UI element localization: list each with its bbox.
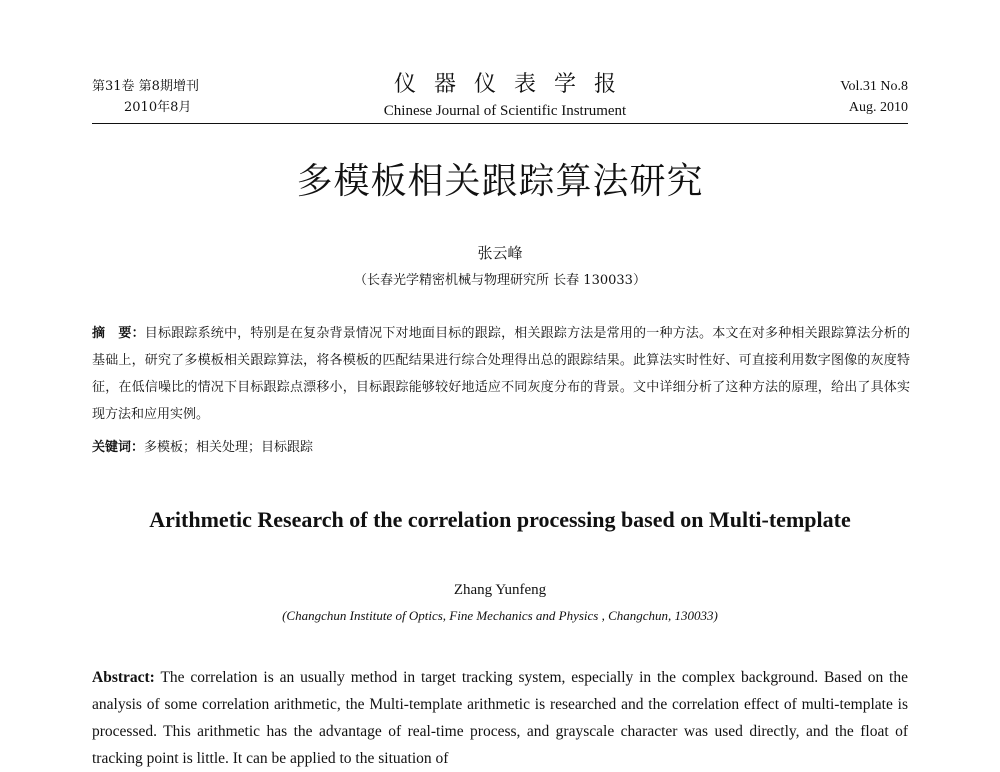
keywords-cn-text: 多模板；相关处理；目标跟踪 xyxy=(144,440,314,455)
journal-volume-en: Vol.31 No.8 xyxy=(840,79,908,94)
abstract-en-label: Abstract: xyxy=(92,669,155,686)
keywords-cn xyxy=(92,437,910,459)
journal-issue-cn: 第31卷 第8期增刊 xyxy=(92,79,199,94)
affiliation-cn: （长春光学精密机械与物理研究所 长春 130033） xyxy=(354,273,646,288)
abstract-cn-text: 目标跟踪系统中，特别是在复杂背景情况下对地面目标的跟踪，相关跟踪方法是常用的一种方法。本文在对多种相关跟踪算法分析的基础上，研究了多模板相关跟踪算法，将各模板的匹配结果进行综合处理得出总的跟踪结果。此算法实时性好、可直接利用数字图像的灰度特征，在低信噪比的情况下目标跟踪点漂移小，目标跟踪能够较好地适应不同灰度分布的背景。文中详细分析了这种方法的原理，给出了具体实现方法和应用实例。 xyxy=(92,326,910,422)
abstract-cn-label: 摘 要： xyxy=(92,326,145,341)
journal-volume-info xyxy=(840,76,908,118)
paper-title-en: Arithmetic Research of the correlation processing based on Multi-template xyxy=(149,507,851,532)
paper-title-cn: 多模板相关跟踪算法研究 xyxy=(296,161,704,202)
keywords-cn-label: 关键词： xyxy=(92,440,145,455)
journal-name-cn: 仪器仪表学报 xyxy=(393,72,634,97)
author-cn: 张云峰 xyxy=(477,244,523,262)
abstract-en-text: The correlation is an usually method in target tracking system, especially in the complex background. Based on the analysis of some correlation arithmetic, the Multi-template arithmetic is researched and the correlation effect of multi-template is processed. This arithmetic has the advantage of real-time process, and grayscale character was used directly, and the float of tracking point is little. It can be applied to the situation of xyxy=(92,669,908,767)
header-divider xyxy=(92,123,908,124)
abstract-cn xyxy=(92,320,910,428)
journal-name-en: Chinese Journal of Scientific Instrument xyxy=(383,103,627,119)
journal-date-cn: 2010年8月 xyxy=(124,100,192,115)
affiliation-en: (Changchun Institute of Optics, Fine Mechanics and Physics , Changchun, 130033) xyxy=(282,608,718,623)
author-en: Zhang Yunfeng xyxy=(453,582,547,598)
journal-date-en: Aug. 2010 xyxy=(848,100,908,115)
journal-masthead xyxy=(340,70,670,122)
journal-issue-info xyxy=(92,76,199,118)
abstract-en xyxy=(92,664,908,772)
